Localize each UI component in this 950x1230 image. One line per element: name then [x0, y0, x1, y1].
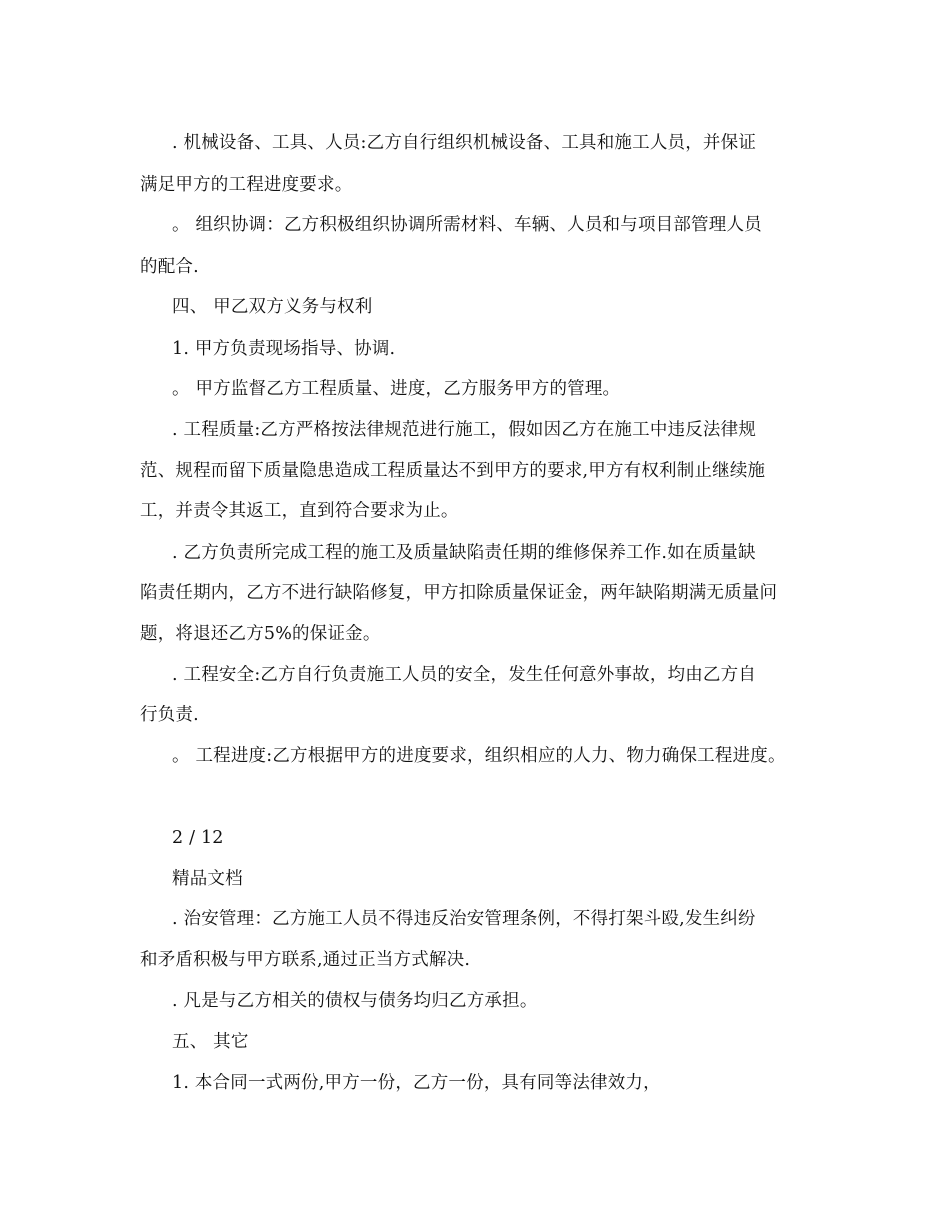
- paragraph-security-line-2: 和矛盾积极与甲方联系,通过正当方式解决.: [140, 950, 471, 970]
- clause-1-line: 1. 甲方负责现场指导、协调.: [172, 339, 396, 359]
- paragraph-equipment-line-2: 满足甲方的工程进度要求。: [140, 175, 353, 195]
- paragraph-schedule-line: 。 工程进度:乙方根据甲方的进度要求，组织相应的人力、物力确保工程进度。: [172, 746, 786, 766]
- paragraph-coordination-line-2: 的配合.: [140, 257, 199, 277]
- section-heading-five: 五、 其它: [172, 1032, 249, 1052]
- clause-copies-line: 1. 本合同一式两份,甲方一份，乙方一份，具有同等法律效力，: [172, 1073, 661, 1093]
- paragraph-equipment-line-1: . 机械设备、工具、人员:乙方自行组织机械设备、工具和施工人员，并保证: [172, 133, 757, 153]
- paragraph-safety-line-2: 行负责.: [140, 705, 199, 725]
- paragraph-safety-line-1: . 工程安全:乙方自行负责施工人员的安全，发生任何意外事故，均由乙方自: [172, 665, 757, 685]
- paragraph-defects-line-3: 题，将退还乙方5%的保证金。: [140, 624, 381, 644]
- paragraph-coordination-line-1: 。 组织协调：乙方积极组织协调所需材料、车辆、人员和与项目部管理人员: [172, 215, 762, 235]
- paragraph-quality-line-3: 工，并责令其返工，直到符合要求为止。: [140, 501, 459, 521]
- paragraph-defects-line-2: 陷责任期内，乙方不进行缺陷修复，甲方扣除质量保证金，两年缺陷期满无质量问: [140, 583, 778, 603]
- paragraph-quality-line-1: . 工程质量:乙方严格按法律规范进行施工，假如因乙方在施工中违反法律规: [172, 420, 757, 440]
- header-label: 精品文档: [172, 869, 243, 889]
- paragraph-quality-line-2: 范、规程而留下质量隐患造成工程质量达不到甲方的要求,甲方有权利制止继续施: [140, 461, 766, 481]
- page-number: 2 / 12: [172, 828, 224, 848]
- paragraph-defects-line-1: . 乙方负责所完成工程的施工及质量缺陷责任期的维修保养工作.如在质量缺: [172, 543, 756, 563]
- clause-supervision-line: 。 甲方监督乙方工程质量、进度，乙方服务甲方的管理。: [172, 379, 621, 399]
- section-heading-four: 四、 甲乙双方义务与权利: [172, 297, 373, 317]
- paragraph-debts-line: . 凡是与乙方相关的债权与债务均归乙方承担。: [172, 991, 538, 1011]
- paragraph-security-line-1: . 治安管理：乙方施工人员不得违反治安管理条例，不得打架斗殴,发生纠纷: [172, 909, 756, 929]
